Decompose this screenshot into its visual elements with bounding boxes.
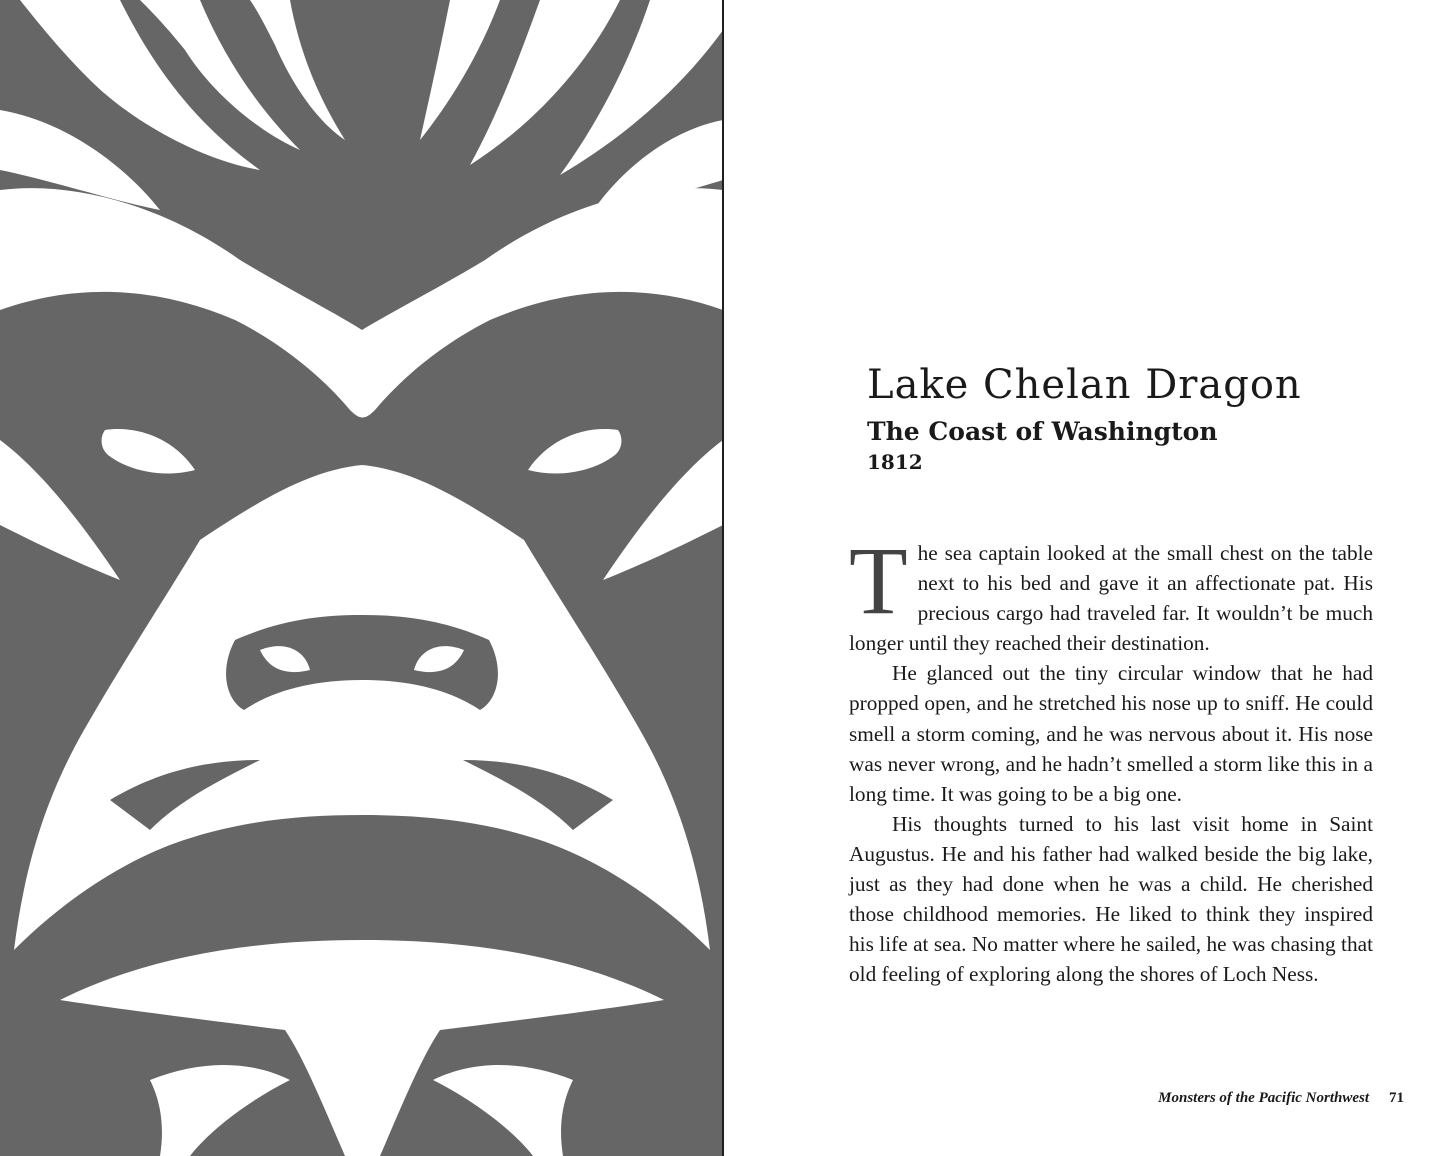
paragraph-2: He glanced out the tiny circular window that he had propped open, and he stretched his nose up to sniff. He could smell a storm coming, and he was nervous about it. His nose was never wrong, and he hadn’t smelled a storm like this in a long time. It was going to be a big one. — [849, 661, 1373, 806]
footer-book-title: Monsters of the Pacific Northwest — [1158, 1090, 1369, 1106]
chapter-year: 1812 — [867, 450, 923, 474]
chapter-location: The Coast of Washington — [867, 417, 1218, 446]
paragraph-1-text: he sea captain looked at the small chest on the table next to his bed and gave it an affectionate pat. His precious cargo had traveled far. It wouldn’t be much longer until they reached their destination. — [849, 541, 1373, 656]
running-footer — [1084, 1088, 1404, 1108]
body-text — [849, 527, 1373, 989]
chapter-title: Lake Chelan Dragon — [867, 362, 1302, 408]
right-page — [724, 0, 1445, 1156]
page-number: 71 — [1389, 1090, 1404, 1106]
drop-cap: T — [849, 527, 908, 634]
paragraph-3: His thoughts turned to his last visit home in Saint Augustus. He and his father had walked beside the big lake, just as they had done when he was a child. He cherished those childhood memories. He liked to think they inspired his life at sea. No matter where he sailed, he was chasing that old feeling of exploring along the shores of Loch Ness. — [849, 811, 1373, 987]
paragraph-1 — [849, 527, 1373, 658]
